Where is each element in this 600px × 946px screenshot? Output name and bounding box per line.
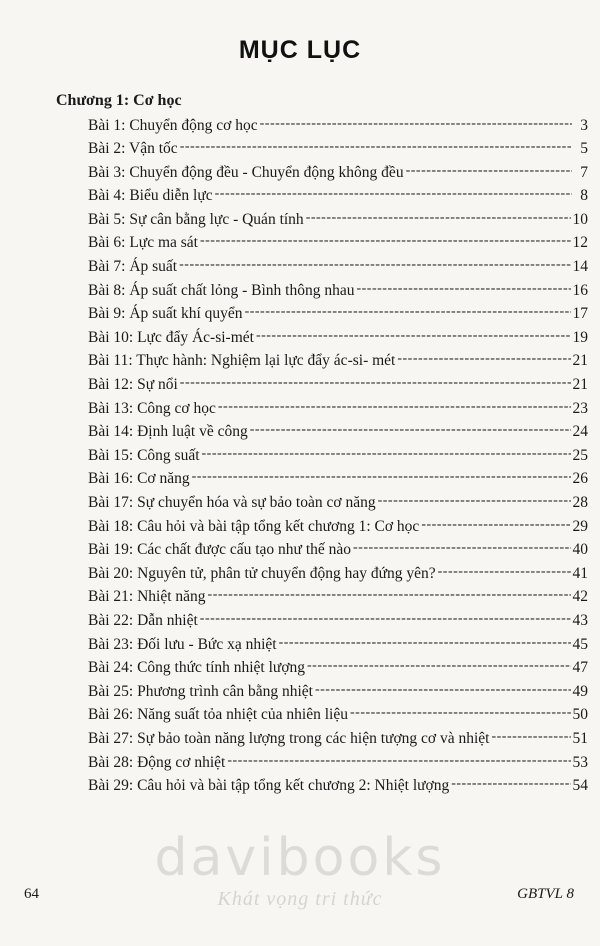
- toc-entry-page: 49: [572, 682, 588, 700]
- toc-entry-label: Bài 23: Đối lưu - Bức xạ nhiệt: [88, 635, 277, 653]
- toc-entry-page: 47: [572, 659, 588, 677]
- toc-leader: [307, 657, 570, 673]
- toc-leader: [250, 421, 571, 437]
- toc-entry-label: Bài 9: Áp suất khí quyển: [88, 305, 243, 323]
- toc-leader: [451, 775, 570, 791]
- toc-entry: [88, 562, 588, 586]
- toc-entry-label: Bài 2: Vận tốc: [88, 140, 178, 158]
- toc-entry-label: Bài 24: Công thức tính nhiệt lượng: [88, 659, 306, 677]
- toc-entry: [88, 609, 588, 633]
- toc-entry-label: Bài 21: Nhiệt năng: [88, 588, 206, 606]
- toc-entry-label: Bài 14: Định luật về công: [88, 423, 248, 441]
- toc-entry: [88, 303, 588, 327]
- toc-entry-page: 16: [572, 281, 588, 299]
- toc-entry: [88, 680, 588, 704]
- toc-leader: [200, 609, 571, 625]
- toc-entry-label: Bài 25: Phương trình cân bằng nhiệt: [88, 682, 313, 700]
- toc-leader: [256, 326, 571, 342]
- toc-entry-page: 53: [572, 753, 588, 771]
- toc-leader: [180, 374, 571, 390]
- toc-leader: [491, 727, 570, 743]
- toc-entry-label: Bài 20: Nguyên tử, phân tử chuyển động hay đứng yên?: [88, 564, 436, 582]
- toc-entry: [88, 657, 588, 681]
- book-code: GBTVL 8: [517, 886, 574, 902]
- toc-entry-label: Bài 16: Cơ năng: [88, 470, 190, 488]
- toc-leader: [227, 751, 570, 767]
- toc-entry-page: 23: [572, 399, 588, 417]
- toc-entry: [88, 279, 588, 303]
- toc-entry-label: Bài 28: Động cơ nhiệt: [88, 753, 226, 771]
- toc-entry-label: Bài 26: Năng suất tỏa nhiệt của nhiên liệu: [88, 706, 348, 724]
- toc-leader: [421, 515, 570, 531]
- toc-leader: [378, 492, 571, 508]
- watermark-slogan: Khát vọng tri thức: [217, 888, 383, 910]
- toc-entry-page: 19: [572, 328, 588, 346]
- toc-entry: [88, 515, 588, 539]
- toc-entry-label: Bài 4: Biểu diễn lực: [88, 187, 213, 205]
- toc-entry-page: 51: [572, 729, 588, 747]
- toc-entry-page: 3: [580, 116, 588, 134]
- toc-leader: [279, 633, 571, 649]
- toc-entry: [88, 208, 588, 232]
- toc-entry: [88, 161, 588, 185]
- toc-entry-label: Bài 5: Sự cân bằng lực - Quán tính: [88, 210, 304, 228]
- toc-leader: [202, 444, 571, 460]
- toc-leader: [350, 704, 571, 720]
- toc-entry-label: Bài 17: Sự chuyển hóa và sự bảo toàn cơ năng: [88, 494, 376, 511]
- toc-entry-label: Bài 22: Dẫn nhiệt: [88, 611, 198, 629]
- toc-entry-page: 24: [572, 423, 588, 441]
- toc-entry: [88, 704, 588, 728]
- toc-entry: [88, 727, 588, 751]
- toc-entry-label: Bài 8: Áp suất chất lỏng - Bình thông nhau: [88, 281, 355, 299]
- toc-leader: [180, 138, 572, 154]
- toc-leader: [260, 114, 572, 130]
- toc-entry-page: 10: [572, 210, 588, 228]
- toc-entry-page: 41: [572, 564, 588, 582]
- toc-leader: [208, 586, 571, 602]
- toc-leader: [315, 680, 571, 696]
- toc-entry: [88, 539, 588, 563]
- toc-leader: [200, 232, 571, 248]
- toc-entry: [88, 751, 588, 775]
- toc-entry-label: Bài 7: Áp suất: [88, 258, 178, 276]
- toc-entry: [88, 468, 588, 492]
- toc-entry-page: 43: [572, 611, 588, 629]
- toc-entry-label: Bài 29: Câu hỏi và bài tập tổng kết chương 2: Nhiệt lượng: [88, 777, 450, 795]
- toc-entry-page: 21: [572, 352, 588, 370]
- toc-leader: [356, 279, 570, 295]
- page-title: MỤC LỤC: [238, 36, 362, 64]
- toc-entry-page: 54: [572, 777, 588, 795]
- toc-entry-page: 45: [572, 635, 588, 653]
- toc-entry-label: Bài 3: Chuyển động đều - Chuyển động không đều: [88, 163, 404, 181]
- toc-entry-page: 40: [572, 541, 588, 559]
- table-of-contents: [88, 114, 588, 798]
- toc-entry-label: Bài 1: Chuyển động cơ học: [88, 116, 258, 134]
- toc-entry-page: 28: [572, 494, 588, 511]
- toc-entry: [88, 326, 588, 350]
- toc-leader: [179, 256, 570, 272]
- toc-entry-page: 50: [572, 706, 588, 724]
- toc-entry-label: Bài 15: Công suất: [88, 446, 200, 464]
- toc-entry: [88, 444, 588, 468]
- toc-entry: [88, 633, 588, 657]
- toc-leader: [218, 397, 571, 413]
- toc-entry-label: Bài 19: Các chất được cấu tạo như thế nào: [88, 541, 352, 559]
- toc-leader: [438, 562, 571, 578]
- toc-entry: [88, 397, 588, 421]
- toc-entry-page: 12: [572, 234, 588, 252]
- toc-leader: [192, 468, 571, 484]
- page-number: 64: [24, 886, 39, 902]
- toc-leader: [215, 185, 572, 201]
- toc-entry-label: Bài 6: Lực ma sát: [88, 234, 198, 252]
- toc-entry-page: 21: [572, 376, 588, 394]
- toc-entry: [88, 492, 588, 516]
- toc-leader: [397, 350, 570, 366]
- toc-leader: [353, 539, 570, 555]
- toc-entry: [88, 421, 588, 445]
- toc-entry-page: 42: [572, 588, 588, 606]
- toc-entry-page: 14: [572, 258, 588, 276]
- toc-entry-label: Bài 13: Công cơ học: [88, 399, 216, 417]
- toc-entry: [88, 350, 588, 374]
- toc-entry-page: 8: [580, 187, 588, 205]
- toc-entry: [88, 775, 588, 799]
- toc-entry: [88, 185, 588, 209]
- toc-entry: [88, 232, 588, 256]
- toc-entry-label: Bài 27: Sự bảo toàn năng lượng trong các hiện tượng cơ và nhiệt: [88, 729, 490, 747]
- toc-leader: [406, 161, 572, 177]
- toc-entry-page: 7: [580, 163, 588, 181]
- toc-entry: [88, 586, 588, 610]
- toc-entry-page: 29: [572, 517, 588, 535]
- watermark-logo: davibooks: [154, 828, 446, 888]
- toc-entry-label: Bài 18: Câu hỏi và bài tập tổng kết chương 1: Cơ học: [88, 517, 420, 535]
- toc-entry-label: Bài 10: Lực đẩy Ác-si-mét: [88, 328, 254, 346]
- toc-entry-label: Bài 11: Thực hành: Nghiệm lại lực đẩy ác-si- mét: [88, 352, 396, 370]
- toc-entry-page: 17: [572, 305, 588, 323]
- toc-entry-page: 25: [572, 446, 588, 464]
- toc-entry: [88, 374, 588, 398]
- toc-leader: [306, 208, 571, 224]
- toc-entry: [88, 114, 588, 138]
- toc-entry-page: 26: [572, 470, 588, 488]
- toc-entry-label: Bài 12: Sự nổi: [88, 376, 178, 394]
- toc-entry: [88, 256, 588, 280]
- toc-leader: [245, 303, 571, 319]
- toc-entry-page: 5: [580, 140, 588, 158]
- chapter-heading: Chương 1: Cơ học: [56, 92, 182, 109]
- toc-entry: [88, 138, 588, 162]
